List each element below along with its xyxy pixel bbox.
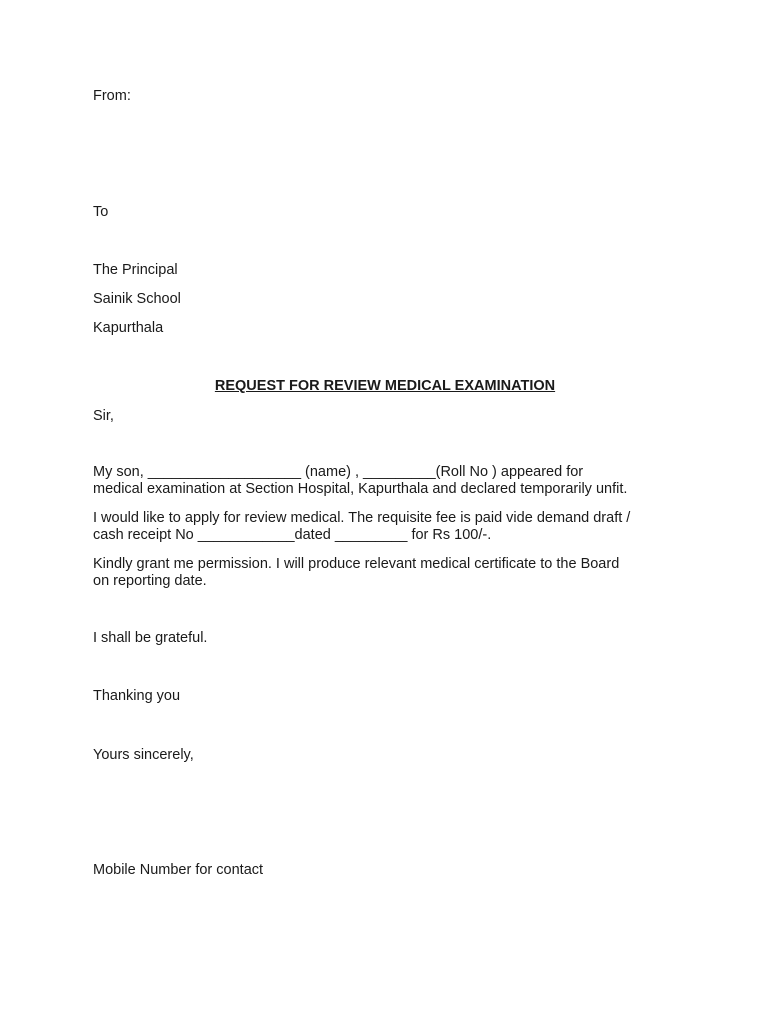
paragraph-line: My son, ___________________ (name) , _________(Roll No ) appeared for xyxy=(93,464,584,480)
paragraph-line: on reporting date. xyxy=(93,573,207,589)
mobile-number-label: Mobile Number for contact xyxy=(93,862,264,878)
paragraph-line: I would like to apply for review medical. The requisite fee is paid vide demand draft / xyxy=(93,510,631,526)
from-label: From: xyxy=(93,88,131,104)
paragraph-permission xyxy=(93,556,693,590)
paragraph-son-details xyxy=(93,464,693,498)
recipient-line-3: Kapurthala xyxy=(93,320,164,336)
salutation: Sir, xyxy=(93,408,114,424)
paragraph-line: Kindly grant me permission. I will produce relevant medical certificate to the Board xyxy=(93,556,620,572)
grateful-line: I shall be grateful. xyxy=(93,630,208,646)
recipient-line-2: Sainik School xyxy=(93,291,181,307)
to-label: To xyxy=(93,204,109,220)
thanking-line: Thanking you xyxy=(93,688,181,704)
closing-line: Yours sincerely, xyxy=(93,747,194,763)
paragraph-line: cash receipt No ____________dated _________ for Rs 100/-. xyxy=(93,527,492,543)
paragraph-line: medical examination at Section Hospital, Kapurthala and declared temporarily unfit. xyxy=(93,481,628,497)
subject-heading: REQUEST FOR REVIEW MEDICAL EXAMINATION xyxy=(214,378,556,394)
recipient-line-1: The Principal xyxy=(93,262,178,278)
paragraph-review-request xyxy=(93,510,693,544)
